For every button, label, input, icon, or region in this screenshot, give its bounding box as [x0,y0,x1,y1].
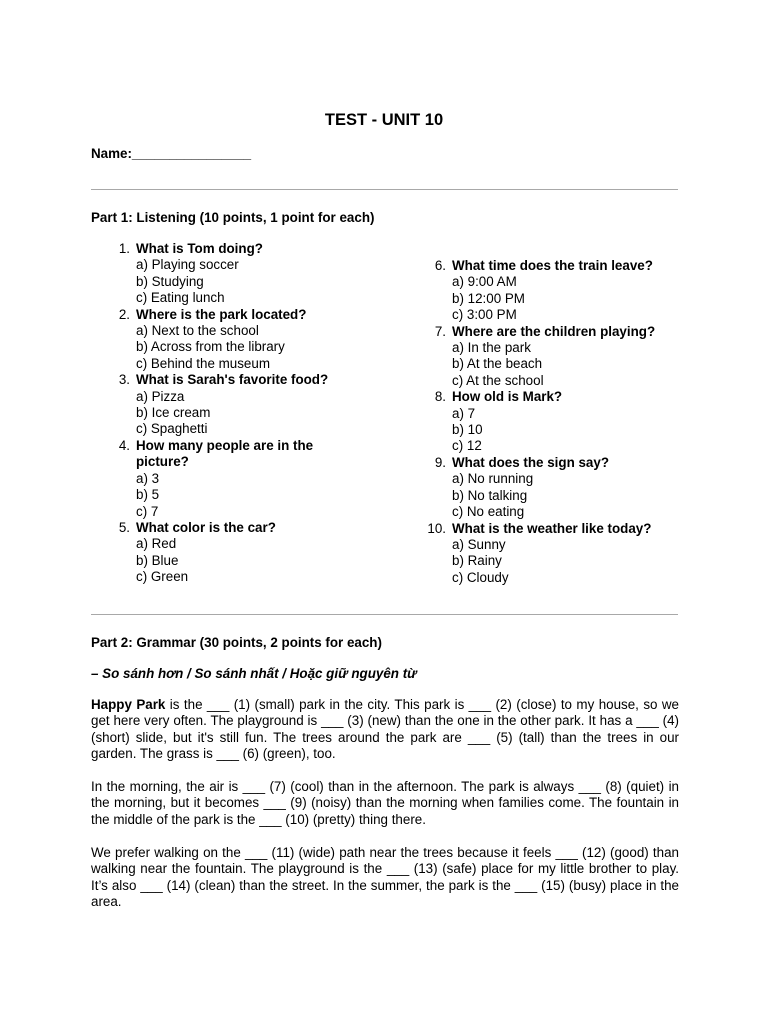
question-2 [108,307,408,373]
answer-option: c) Green [136,569,189,585]
question-text: What time does the train leave? [452,258,653,273]
answer-option: c) 12 [452,438,482,454]
part2-instruction: – So sánh hơn / So sánh nhất / Hoặc giữ nguyên từ [91,666,417,681]
answer-option: a) Playing soccer [136,257,239,273]
answer-option: c) Eating lunch [136,290,225,306]
answer-option: a) Pizza [136,388,185,404]
question-number: 10. [427,520,446,536]
part2-heading: Part 2: Grammar (30 points, 2 points for each) [91,635,382,650]
questions-left-column [108,241,408,586]
question-6 [424,258,724,324]
answer-option: a) 3 [136,470,160,486]
answer-option: c) At the school [452,372,544,388]
grammar-paragraph-1 [91,697,679,763]
question-1 [108,241,408,307]
answer-option: a) Next to the school [136,323,259,339]
question-text: How many people are in the picture? [136,437,314,470]
question-9 [424,455,724,521]
part1-heading: Part 1: Listening (10 points, 1 point for each) [91,210,375,225]
question-number: 4. [118,437,130,453]
question-number: 7. [434,323,446,339]
question-10 [424,521,724,587]
answer-option: a) Red [136,536,177,552]
question-4 [108,438,336,520]
answer-option: b) Studying [136,273,204,289]
answer-option: c) Spaghetti [136,421,208,437]
answer-option: a) No running [452,471,534,487]
question-8 [424,389,724,455]
question-7 [424,324,724,390]
answer-option: c) 3:00 PM [452,307,517,323]
question-text: What is the weather like today? [452,520,652,536]
question-number: 9. [434,454,446,470]
test-title: TEST - UNIT 10 [324,111,444,129]
answer-option: b) Rainy [452,553,502,569]
grammar-paragraph-2: In the morning, the air is ___ (7) (cool) than in the afternoon. The park is always ___ (8) (quiet) in the morning, but it becomes ___ (9) (noisy) than the morning when families come. The fountain in the middle of the park is the ___ (10) (pretty) thing there. [91,779,679,827]
answer-option: b) At the beach [452,356,543,372]
answer-option: c) 7 [136,503,159,519]
paragraph-text: is the ___ (1) (small) park in the city. This park is ___ (2) (close) to my house, so we get here very often. The playground is ___ (3) (new) than the one in the other park. It has a ___ (4) (short) slide, but it's still fun. The trees around the park are ___ (5) (tall) than the trees in our garden. The grass is ___ (6) (green), too. [91,697,679,762]
answer-option: b) 5 [136,487,160,503]
question-number: 1. [118,241,130,256]
divider-middle [91,614,678,615]
answer-option: c) Behind the museum [136,355,270,371]
grammar-paragraph-3: We prefer walking on the ___ (11) (wide) path near the trees because it feels ___ (12) (good) than walking near the fountain. The playground is the ___ (13) (safe) place for my little brother to play. It’s also ___ (14) (clean) than the street. In the summer, the park is the ___ (15) (busy) place in the area. [91,845,679,910]
answer-option: c) No eating [452,504,525,520]
answer-option: b) 12:00 PM [452,290,525,306]
questions-right-column [424,258,724,586]
answer-option: a) 9:00 AM [452,274,517,290]
answer-option: b) Blue [136,552,179,568]
answer-option: b) Ice cream [136,405,211,421]
answer-option: a) In the park [452,340,531,356]
answer-option: a) Sunny [452,536,506,552]
question-text: What is Tom doing? [136,241,263,256]
answer-option: b) Across from the library [136,339,285,355]
question-number: 3. [118,372,130,388]
question-number: 2. [118,306,130,322]
question-text: Where is the park located? [136,306,307,322]
question-5 [108,520,408,586]
question-text: What does the sign say? [452,454,609,470]
name-field-label: Name:________________ [91,146,252,161]
answer-option: c) Cloudy [452,569,509,585]
answer-option: a) 7 [452,405,476,421]
question-text: Where are the children playing? [452,323,656,339]
question-number: 6. [434,258,446,273]
question-3 [108,372,408,438]
question-text: What is Sarah's favorite food? [136,372,329,388]
question-number: 5. [118,519,130,535]
question-number: 8. [434,389,446,405]
question-text: How old is Mark? [452,389,563,405]
answer-option: b) No talking [452,487,528,503]
answer-option: b) 10 [452,422,483,438]
question-text: What color is the car? [136,519,276,535]
divider-top [91,189,678,190]
park-name: Happy Park [91,697,166,712]
